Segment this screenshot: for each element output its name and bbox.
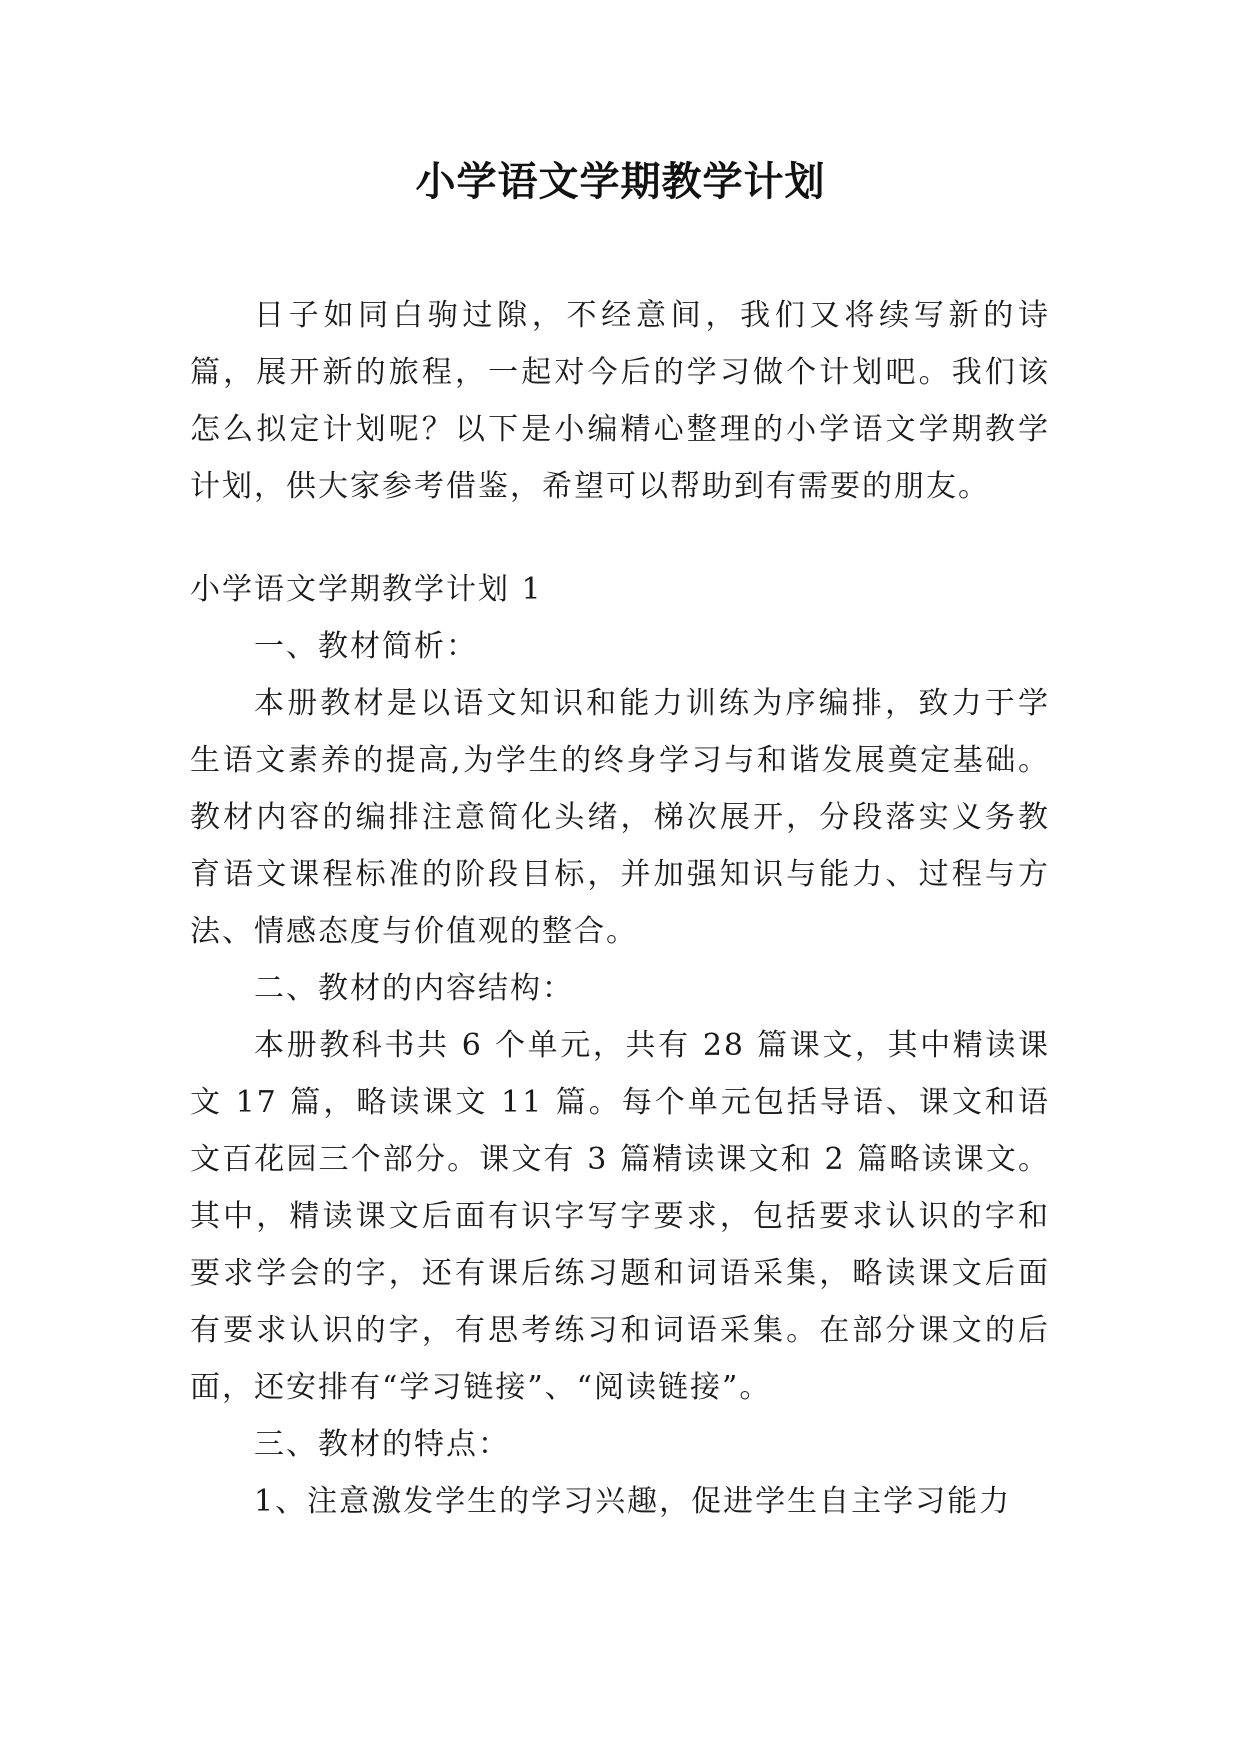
heading-content-structure: 二、教材的内容结构： (254, 971, 574, 1006)
paragraph-content-structure: 本册教科书共 6 个单元，共有 28 篇课文，其中精读课文 17 篇，略读课文 11 篇。每个单元包括导语、课文和语文百花园三个部分。课文有 3 篇精读课文和 2 篇略读课文。其中，精读课文后面有识字写字要求，包括要求认识的字和要求学会的字，还有课后练习题和词语采集，略读课文后面有要求认识的字，有思考练习和词语采集。在部分课文的后面，还安排有“学习链接”、“阅读链接”。 (190, 1028, 1050, 1405)
paragraph-textbook-analysis: 本册教材是以语文知识和能力训练为序编排，致力于学生语文素养的提高,为学生的终身学习与和谐发展奠定基础。教材内容的编排注意简化头绪，梯次展开，分段落实义务教育语文课程标准的阶段目标，并加强知识与能力、过程与方法、情感态度与价值观的整合。 (190, 686, 1050, 949)
paragraph-feature-1: 1、注意激发学生的学习兴趣，促进学生自主学习能力 (254, 1484, 1012, 1519)
document-title: 小学语文学期教学计划 (415, 159, 826, 205)
intro-paragraph: 日子如同白驹过隙，不经意间，我们又将续写新的诗篇，展开新的旅程，一起对今后的学习做个计划吧。我们该怎么拟定计划呢？以下是小编精心整理的小学语文学期教学计划，供大家参考借鉴，希望可以帮助到有需要的朋友。 (190, 298, 1050, 504)
document-body (190, 287, 1050, 1530)
section-title: 小学语文学期教学计划 1 (190, 572, 543, 607)
heading-textbook-features: 三、教材的特点： (254, 1427, 510, 1462)
heading-textbook-analysis: 一、教材简析： (254, 629, 478, 664)
